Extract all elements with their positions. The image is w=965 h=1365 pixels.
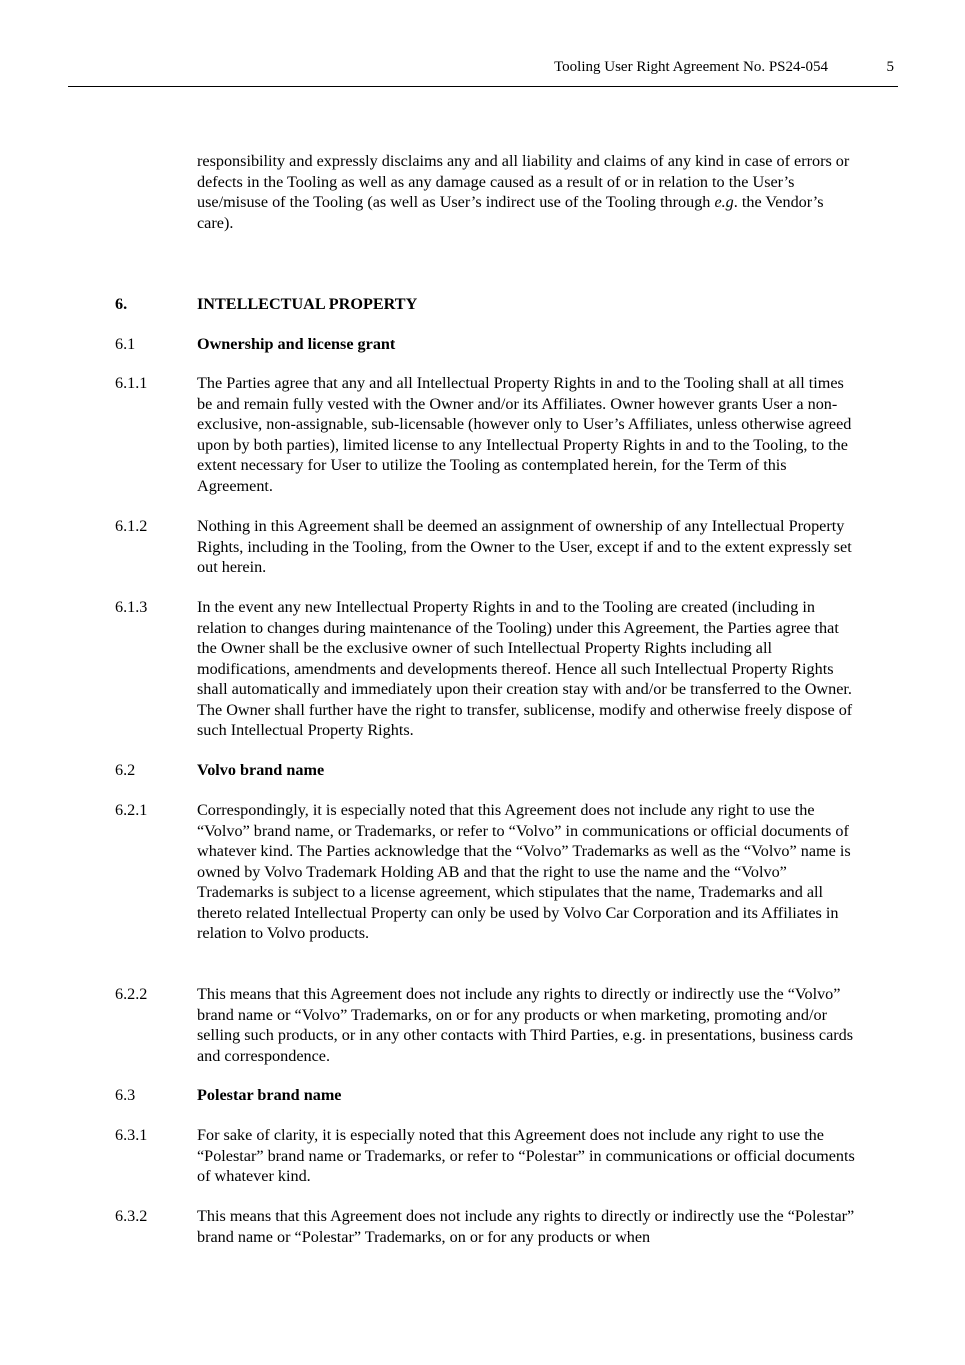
clause-number: 6.3.1 [115, 1126, 148, 1144]
clause-number: 6.2.1 [115, 801, 148, 819]
clause-paragraph [115, 1206, 859, 1247]
document-title: Tooling User Right Agreement No. PS24-054 [554, 59, 828, 75]
clause-text: The Parties agree that any and all Intellectual Property Rights in and to the Tooling shall at all times be and remain fully vested with the Owner and/or its Affiliates. Owner however grants User a non-exclusive, non-assignable, sub-licensable (however only to User’s Affiliates, unless otherwise agreed upon by both parties), limited license to any Intellectual Property Rights in and to the Tooling, to the extent necessary for User to utilize the Tooling as contemplated herein, for the Term of this Agreement. [197, 374, 852, 495]
clause-text: Correspondingly, it is especially noted that this Agreement does not include any right to use the “Volvo” brand name, or Trademarks, or refer to “Volvo” in communications or official documents of whatever kind. The Parties acknowledge that the “Volvo” Trademarks as well as the “Volvo” name is owned by Volvo Trademark Holding AB and that the right to use the name and the “Volvo” Trademarks is subject to a license agreement, which stipulates that the name, Trademarks and all thereto related Intellectual Property can only be used by Volvo Car Corporation and its Affiliates in relation to Volvo products. [197, 801, 851, 942]
continuation-italic: e.g [714, 193, 734, 211]
continuation-text: responsibility and expressly disclaims any and all liability and claims of any kind in case of errors or defects in the Tooling as well as any damage caused as a result of or in relation to the User’s use/misuse of the Tooling (as well as User’s indirect use of the Tooling through [197, 152, 850, 211]
clause-number: 6.1.1 [115, 374, 148, 392]
subsection-title: Ownership and license grant [197, 335, 396, 353]
clause-paragraph [115, 597, 859, 741]
subsection-heading [115, 334, 859, 355]
section-title: INTELLECTUAL PROPERTY [197, 295, 418, 313]
subsection-heading [115, 760, 859, 781]
clause-text: This means that this Agreement does not include any rights to directly or indirectly use the “Volvo” brand name or “Volvo” Trademarks, on or for any products or when marketing, promoting and/or selling such products, or in any other contacts with Third Parties, e.g. in presentations, business cards and correspondence. [197, 985, 854, 1065]
clause-number: 6.1.3 [115, 598, 148, 616]
page-number: 5 [886, 59, 894, 75]
clause-paragraph [115, 984, 859, 1066]
subsection-number: 6.2 [115, 761, 136, 779]
continuation-paragraph [197, 151, 859, 233]
page-header [68, 58, 898, 87]
clause-paragraph [115, 516, 859, 578]
clause-number: 6.2.2 [115, 985, 148, 1003]
section-number: 6. [115, 295, 128, 313]
section-heading [115, 294, 859, 315]
clause-paragraph [115, 1125, 859, 1187]
clause-text: For sake of clarity, it is especially noted that this Agreement does not include any right to use the “Polestar” brand name or Trademarks, or refer to “Polestar” in communications or official documents of whatever kind. [197, 1126, 855, 1185]
clause-text: This means that this Agreement does not include any rights to directly or indirectly use the “Polestar” brand name or “Polestar” Trademarks, on or for any products or when [197, 1207, 855, 1246]
subsection-heading [115, 1085, 859, 1106]
clause-number: 6.3.2 [115, 1207, 148, 1225]
subsection-title: Volvo brand name [197, 761, 325, 779]
clause-paragraph [115, 800, 859, 944]
continuation-text-end: . the Vendor’s care). [197, 193, 824, 232]
subsection-number: 6.1 [115, 335, 136, 353]
clause-number: 6.1.2 [115, 517, 148, 535]
subsection-title: Polestar brand name [197, 1086, 342, 1104]
clause-text: In the event any new Intellectual Property Rights in and to the Tooling are created (including in relation to changes during maintenance of the Tooling) under this Agreement, the Parties agree that the Owner shall be the exclusive owner of such Intellectual Property Rights including all modifications, amendments and developments thereof. Hence all such Intellectual Property Rights shall automatically and immediately upon their creation stay with and/or be transferred to the Owner. The Owner shall further have the right to transfer, sublicense, modify and otherwise freely dispose of such Intellectual Property Rights. [197, 598, 853, 739]
subsection-number: 6.3 [115, 1086, 136, 1104]
clause-paragraph [115, 373, 859, 496]
clause-text: Nothing in this Agreement shall be deemed an assignment of ownership of any Intellectual Property Rights, including in the Tooling, from the Owner to the User, except if and to the extent expressly set out herein. [197, 517, 852, 576]
